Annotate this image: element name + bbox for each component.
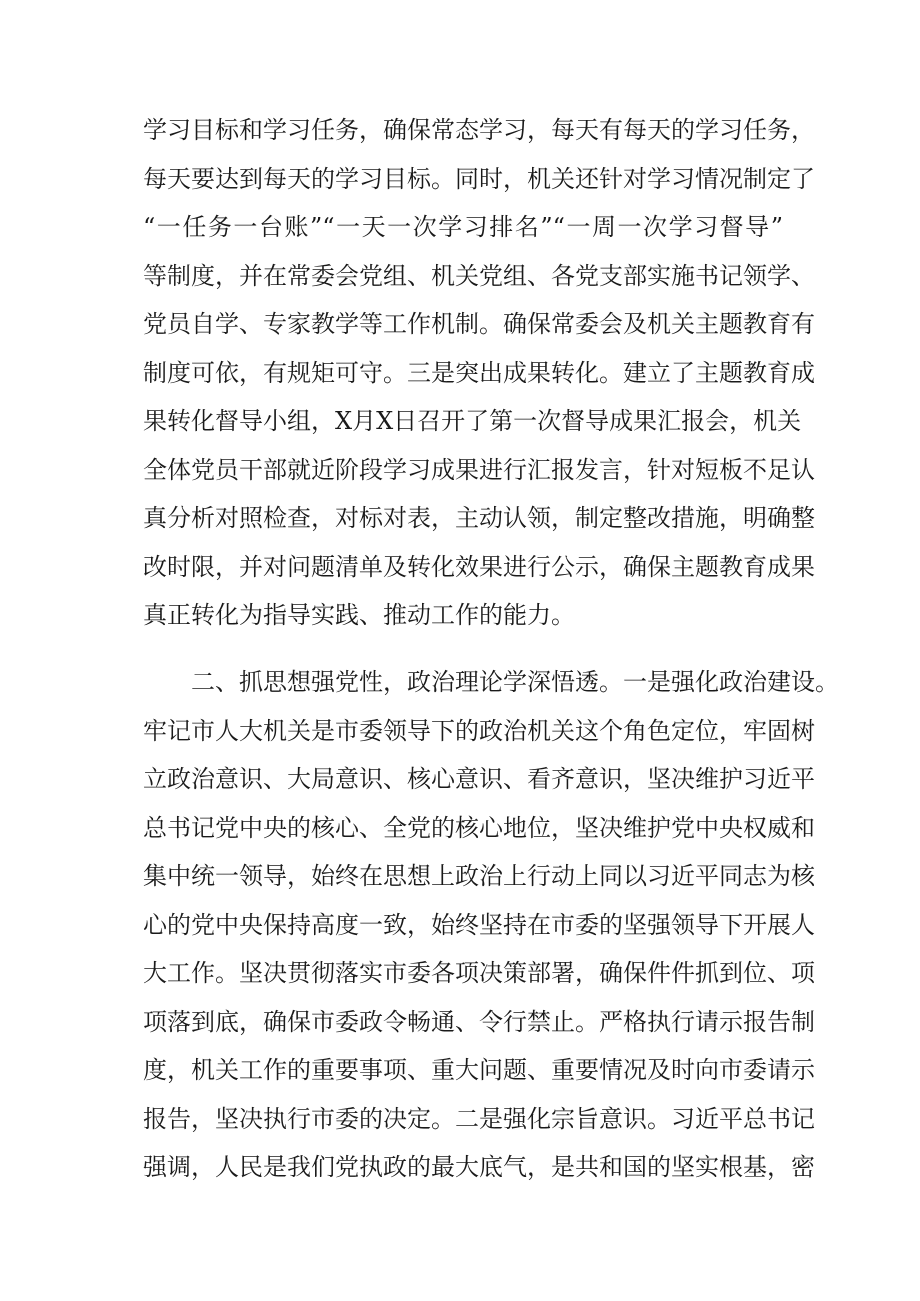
text-line: 报告，坚决执行市委的决定。二是强化宗旨意识。习近平总书记 (143, 1104, 815, 1133)
text-line: 改时限，并对问题清单及转化效果进行公示，确保主题教育成果 (143, 552, 815, 581)
text-line: 每天要达到每天的学习目标。同时，机关还针对学习情况制定了 (143, 164, 815, 193)
text-line: 制度可依，有规矩可守。三是突出成果转化。建立了主题教育成 (143, 358, 815, 387)
text-line: 等制度，并在常委会党组、机关党组、各党支部实施书记领学、 (143, 261, 815, 290)
text-line: 立政治意识、大局意识、核心意识、看齐意识，坚决维护习近平 (143, 765, 815, 793)
text-line: 项落到底，确保市委政令畅通、令行禁止。严格执行请示报告制 (143, 1007, 815, 1036)
text-line: 真分析对照检查，对标对表，主动认领，制定整改措施，明确整 (143, 504, 815, 532)
text-line: 二、抓思想强党性，政治理论学深悟透。一是强化政治建设。 (191, 668, 839, 696)
paragraph-2 (143, 658, 839, 1192)
text-line: 度，机关工作的重要事项、重大问题、重要情况及时向市委请示 (143, 1056, 815, 1084)
text-line: 真正转化为指导实践、推动工作的能力。 (143, 601, 575, 629)
text-line: 总书记党中央的核心、全党的核心地位，坚决维护党中央权威和 (143, 813, 815, 842)
text-line: 强调，人民是我们党执政的最大底气，是共和国的坚实根基，密 (143, 1153, 815, 1181)
text-line: “一任务一台账”“一天一次学习排名”“一周一次学习督导” (143, 213, 783, 241)
paragraph-1 (143, 106, 815, 640)
text-line: 党员自学、专家教学等工作机制。确保常委会及机关主题教育有 (143, 310, 815, 338)
text-line: 全体党员干部就近阶段学习成果进行汇报发言，针对短板不足认 (143, 455, 815, 484)
text-line: 牢记市人大机关是市委领导下的政治机关这个角色定位，牢固树 (143, 716, 815, 745)
text-line: 果转化督导小组，X月X日召开了第一次督导成果汇报会，机关 (143, 407, 802, 435)
text-line: 心的党中央保持高度一致，始终坚持在市委的坚强领导下开展人 (143, 910, 815, 939)
text-line: 集中统一领导，始终在思想上政治上行动上同以习近平同志为核 (143, 862, 815, 890)
text-line: 学习目标和学习任务，确保常态学习，每天有每天的学习任务， (143, 116, 815, 144)
text-line: 大工作。坚决贯彻落实市委各项决策部署，确保件件抓到位、项 (143, 959, 815, 987)
